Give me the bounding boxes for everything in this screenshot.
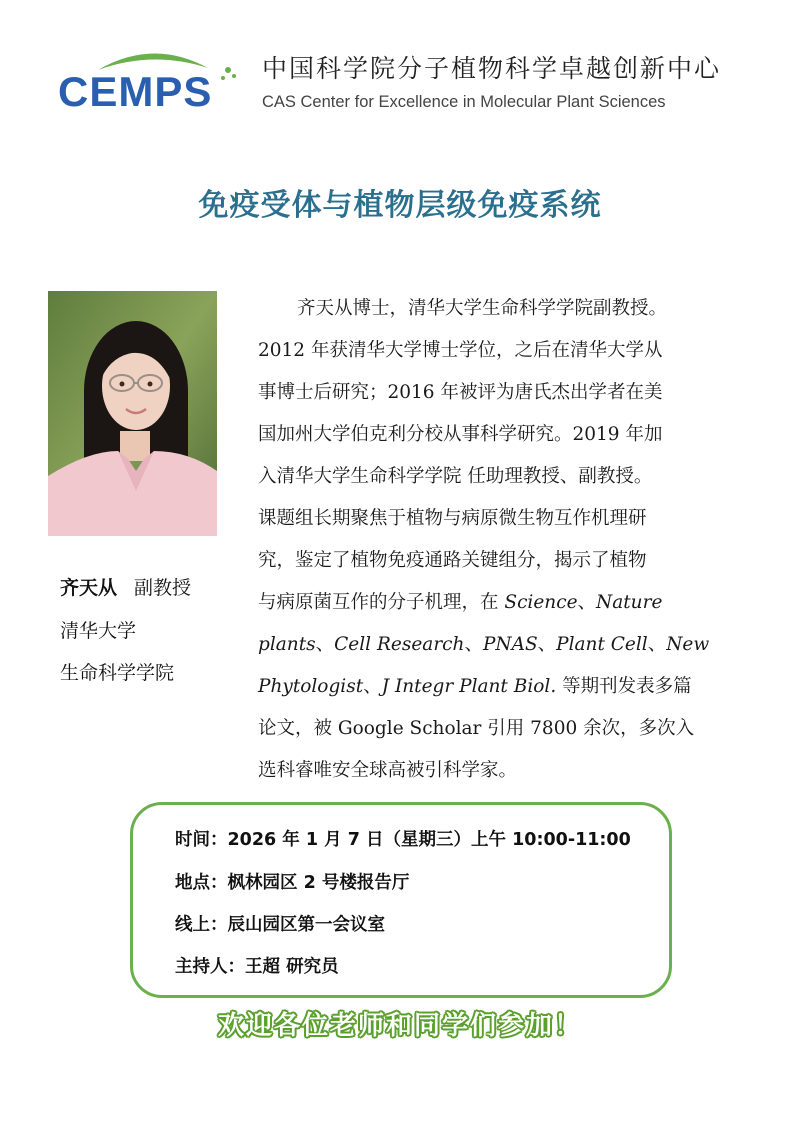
- speaker-photo: [48, 291, 217, 536]
- org-name-cn: 中国科学院分子植物科学卓越创新中心: [262, 54, 722, 83]
- speaker-bio: [258, 288, 718, 792]
- speaker-name: 齐天从: [60, 577, 118, 599]
- bio-text: 、: [464, 634, 483, 655]
- bio-line: 齐天从博士，清华大学生命科学学院副教授。: [297, 298, 668, 319]
- journal-name: Phytologist: [258, 676, 364, 697]
- event-time: 时间：2026 年 1 月 7 日（星期三）上午 10:00-11:00: [175, 830, 631, 850]
- bio-text: 、: [577, 592, 597, 613]
- cemps-logo: [58, 40, 238, 118]
- bio-line: 究，鉴定了植物免疫通路关键组分，揭示了植物: [258, 550, 647, 571]
- bio-text: 、: [363, 676, 382, 697]
- bio-line: [258, 624, 718, 666]
- speaker-rank: 副教授: [134, 577, 192, 599]
- journal-name: New: [666, 634, 710, 655]
- bio-text: 与病原菌互作的分子机理，在: [258, 592, 505, 613]
- event-host: 主持人：王超 研究员: [175, 957, 339, 977]
- portrait-image: [48, 291, 217, 536]
- bio-line: [258, 666, 718, 708]
- bio-line: 论文，被 Google Scholar 引用 7800 余次，多次入: [258, 718, 695, 739]
- event-place: 地点：枫林园区 2 号楼报告厅: [175, 873, 410, 893]
- bio-line: 入清华大学生命科学学院 任助理教授、副教授。: [258, 466, 653, 487]
- event-online: 线上：辰山园区第一会议室: [175, 915, 385, 935]
- speaker-university: 清华大学: [60, 620, 137, 642]
- journal-name: Science: [504, 592, 578, 613]
- bio-text: 、: [647, 634, 667, 655]
- speaker-department: 生命科学学院: [60, 662, 175, 684]
- org-name-en: CAS Center for Excellence in Molecular Plant Sciences: [262, 93, 666, 111]
- bio-line: [258, 582, 718, 624]
- welcome-text: 欢迎各位老师和同学们参加！: [217, 1011, 582, 1041]
- journal-name: Plant Cell: [556, 634, 648, 655]
- page-title: 免疫受体与植物层级免疫系统: [198, 188, 602, 223]
- journal-name: Cell Research: [334, 634, 465, 655]
- bio-line: 2012 年获清华大学博士学位，之后在清华大学从: [258, 340, 663, 361]
- bio-text: 、: [315, 634, 335, 655]
- bio-text: 、: [537, 634, 557, 655]
- logo-wordmark: CEMPS: [58, 68, 213, 115]
- bio-line: 课题组长期聚焦于植物与病原微生物互作机理研: [258, 508, 647, 529]
- bio-line: 国加州大学伯克利分校从事科学研究。2019 年加: [258, 424, 663, 445]
- journal-name: PNAS: [482, 634, 538, 655]
- journal-name: Nature: [596, 592, 663, 613]
- journal-name: J Integr Plant Biol.: [381, 676, 557, 697]
- journal-name: plants: [258, 634, 316, 655]
- bio-text: 等期刊发表多篇: [556, 676, 692, 697]
- bio-line: 事博士后研究；2016 年被评为唐氏杰出学者在美: [258, 382, 663, 403]
- bio-line: 选科睿唯安全球高被引科学家。: [258, 760, 518, 781]
- event-info-box: [130, 802, 672, 998]
